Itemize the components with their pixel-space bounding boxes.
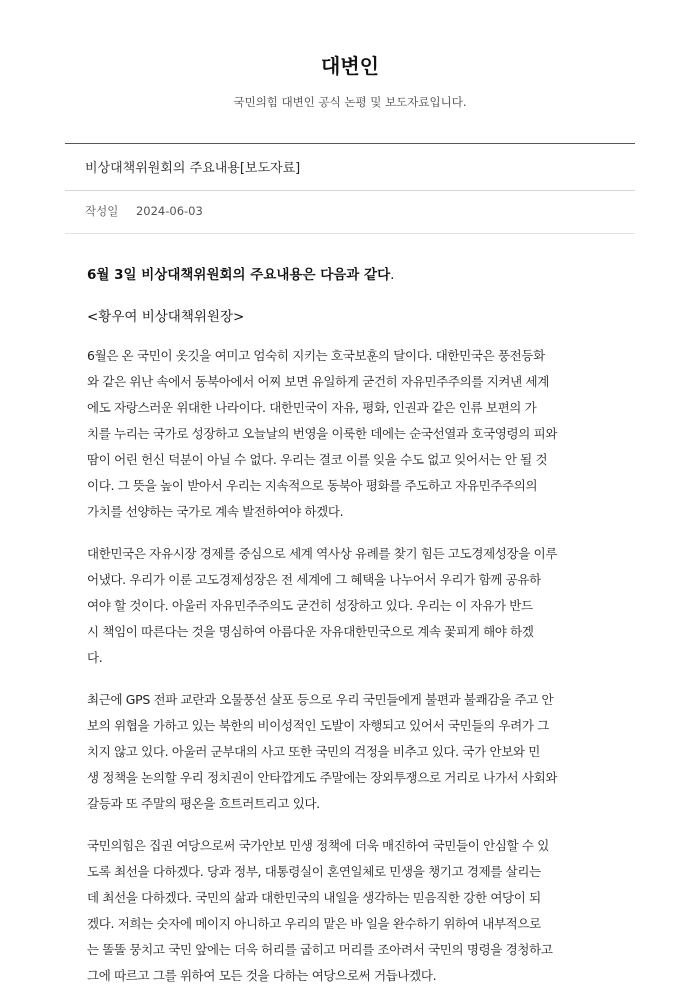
date-label: 작성일 [85,204,119,218]
site-title[interactable]: 대변인 [321,54,379,78]
meta-divider [65,233,635,234]
header-divider [65,143,635,144]
site-header [0,0,700,110]
paragraph-4: 국민의힘은 집권 여당으로써 국가안보 민생 정책에 더욱 매진하여 국민들이 안심할 수 있 도록 최선을 다하겠다. 당과 정부, 대통령실이 혼연일체로 민생을 챙기고 경제를 살리는 데 최선을 다하겠다. 국민의 삶과 대한민국의 내일을 생각하는 믿음직한 강한 여당이 되 겠다. 저희는 숫자에 메이지 아니하고 우리의 맡은 바 일을 완수하기 위하여 내부적으로 는 똘똘 뭉치고 국민 앞에는 더욱 허리를 굽히고 머리를 조아려서 국민의 명령을 경청하고 그에 따르고 그를 위하여 모든 것을 다하는 여당으로써 거듭나겠다. [87,838,553,983]
lead-period: . [390,267,395,283]
paragraph-3: 최근에 GPS 전파 교란과 오물풍선 살포 등으로 우리 국민들에게 불편과 불쾌감을 주고 안 보의 위협을 가하고 있는 북한의 비이성적인 도발이 자행되고 있어서 국민들의 우려가 그 치지 않고 있다. 아울러 군부대의 사고 또한 국민의 걱정을 비추고 있다. 국가 안보와 민 생 정책을 논의할 우리 정치권이 안타깝게도 주말에는 장외투쟁으로 거리로 나가서 사회와 갈등과 또 주말의 평온을 흐트러트리고 있다. [87,692,558,811]
post-title: 비상대책위원회의 주요내용[보도자료] [85,161,301,176]
speaker-heading: <황우여 비상대책위원장> [87,309,245,325]
paragraph-1: 6월은 온 국민이 옷깃을 여미고 엄숙히 지키는 호국보훈의 달이다. 대한민국은 풍전등화 와 같은 위난 속에서 동북아에서 어찌 보면 유일하게 굳건히 자유민주주의를 지켜낸 세계 에도 자랑스러운 위대한 나라이다. 대한민국이 자유, 평화, 인권과 같은 인류 보편의 가 치를 누리는 국가로 성장하고 오늘날의 번영을 이룩한 데에는 순국선열과 호국영령의 피와 땀이 어린 헌신 덕분이 아닐 수 없다. 우리는 결코 이를 잊을 수도 없고 잊어서는 안 될 것 이다. 그 뜻을 높이 받아서 우리는 지속적으로 동북아 평화를 주도하고 자유민주주의의 가치를 선양하는 국가로 계속 발전하여야 하겠다. [87,348,558,519]
post-body [87,262,617,989]
post-date: 2024-06-03 [135,204,203,218]
paragraph-2: 대한민국은 자유시장 경제를 중심으로 세계 역사상 유례를 찾기 힘든 고도경제성장을 이루 어냈다. 우리가 이룬 고도경제성장은 전 세계에 그 혜택을 나누어서 우리가 함께 공유하 여야 할 것이다. 아울러 자유민주주의도 굳건히 성장하고 있다. 우리는 이 자유가 반드 시 책임이 따른다는 것을 명심하여 아름다운 자유대한민국으로 계속 꽃피게 해야 하겠 다. [87,546,558,665]
lead-sentence [87,262,617,288]
post-meta [85,203,203,219]
lead-bold-text: 6월 3일 비상대책위원회의 주요내용은 다음과 같다 [87,267,391,283]
title-divider [65,190,635,191]
site-description: 국민의힘 대변인 공식 논평 및 보도자료입니다. [233,95,467,109]
